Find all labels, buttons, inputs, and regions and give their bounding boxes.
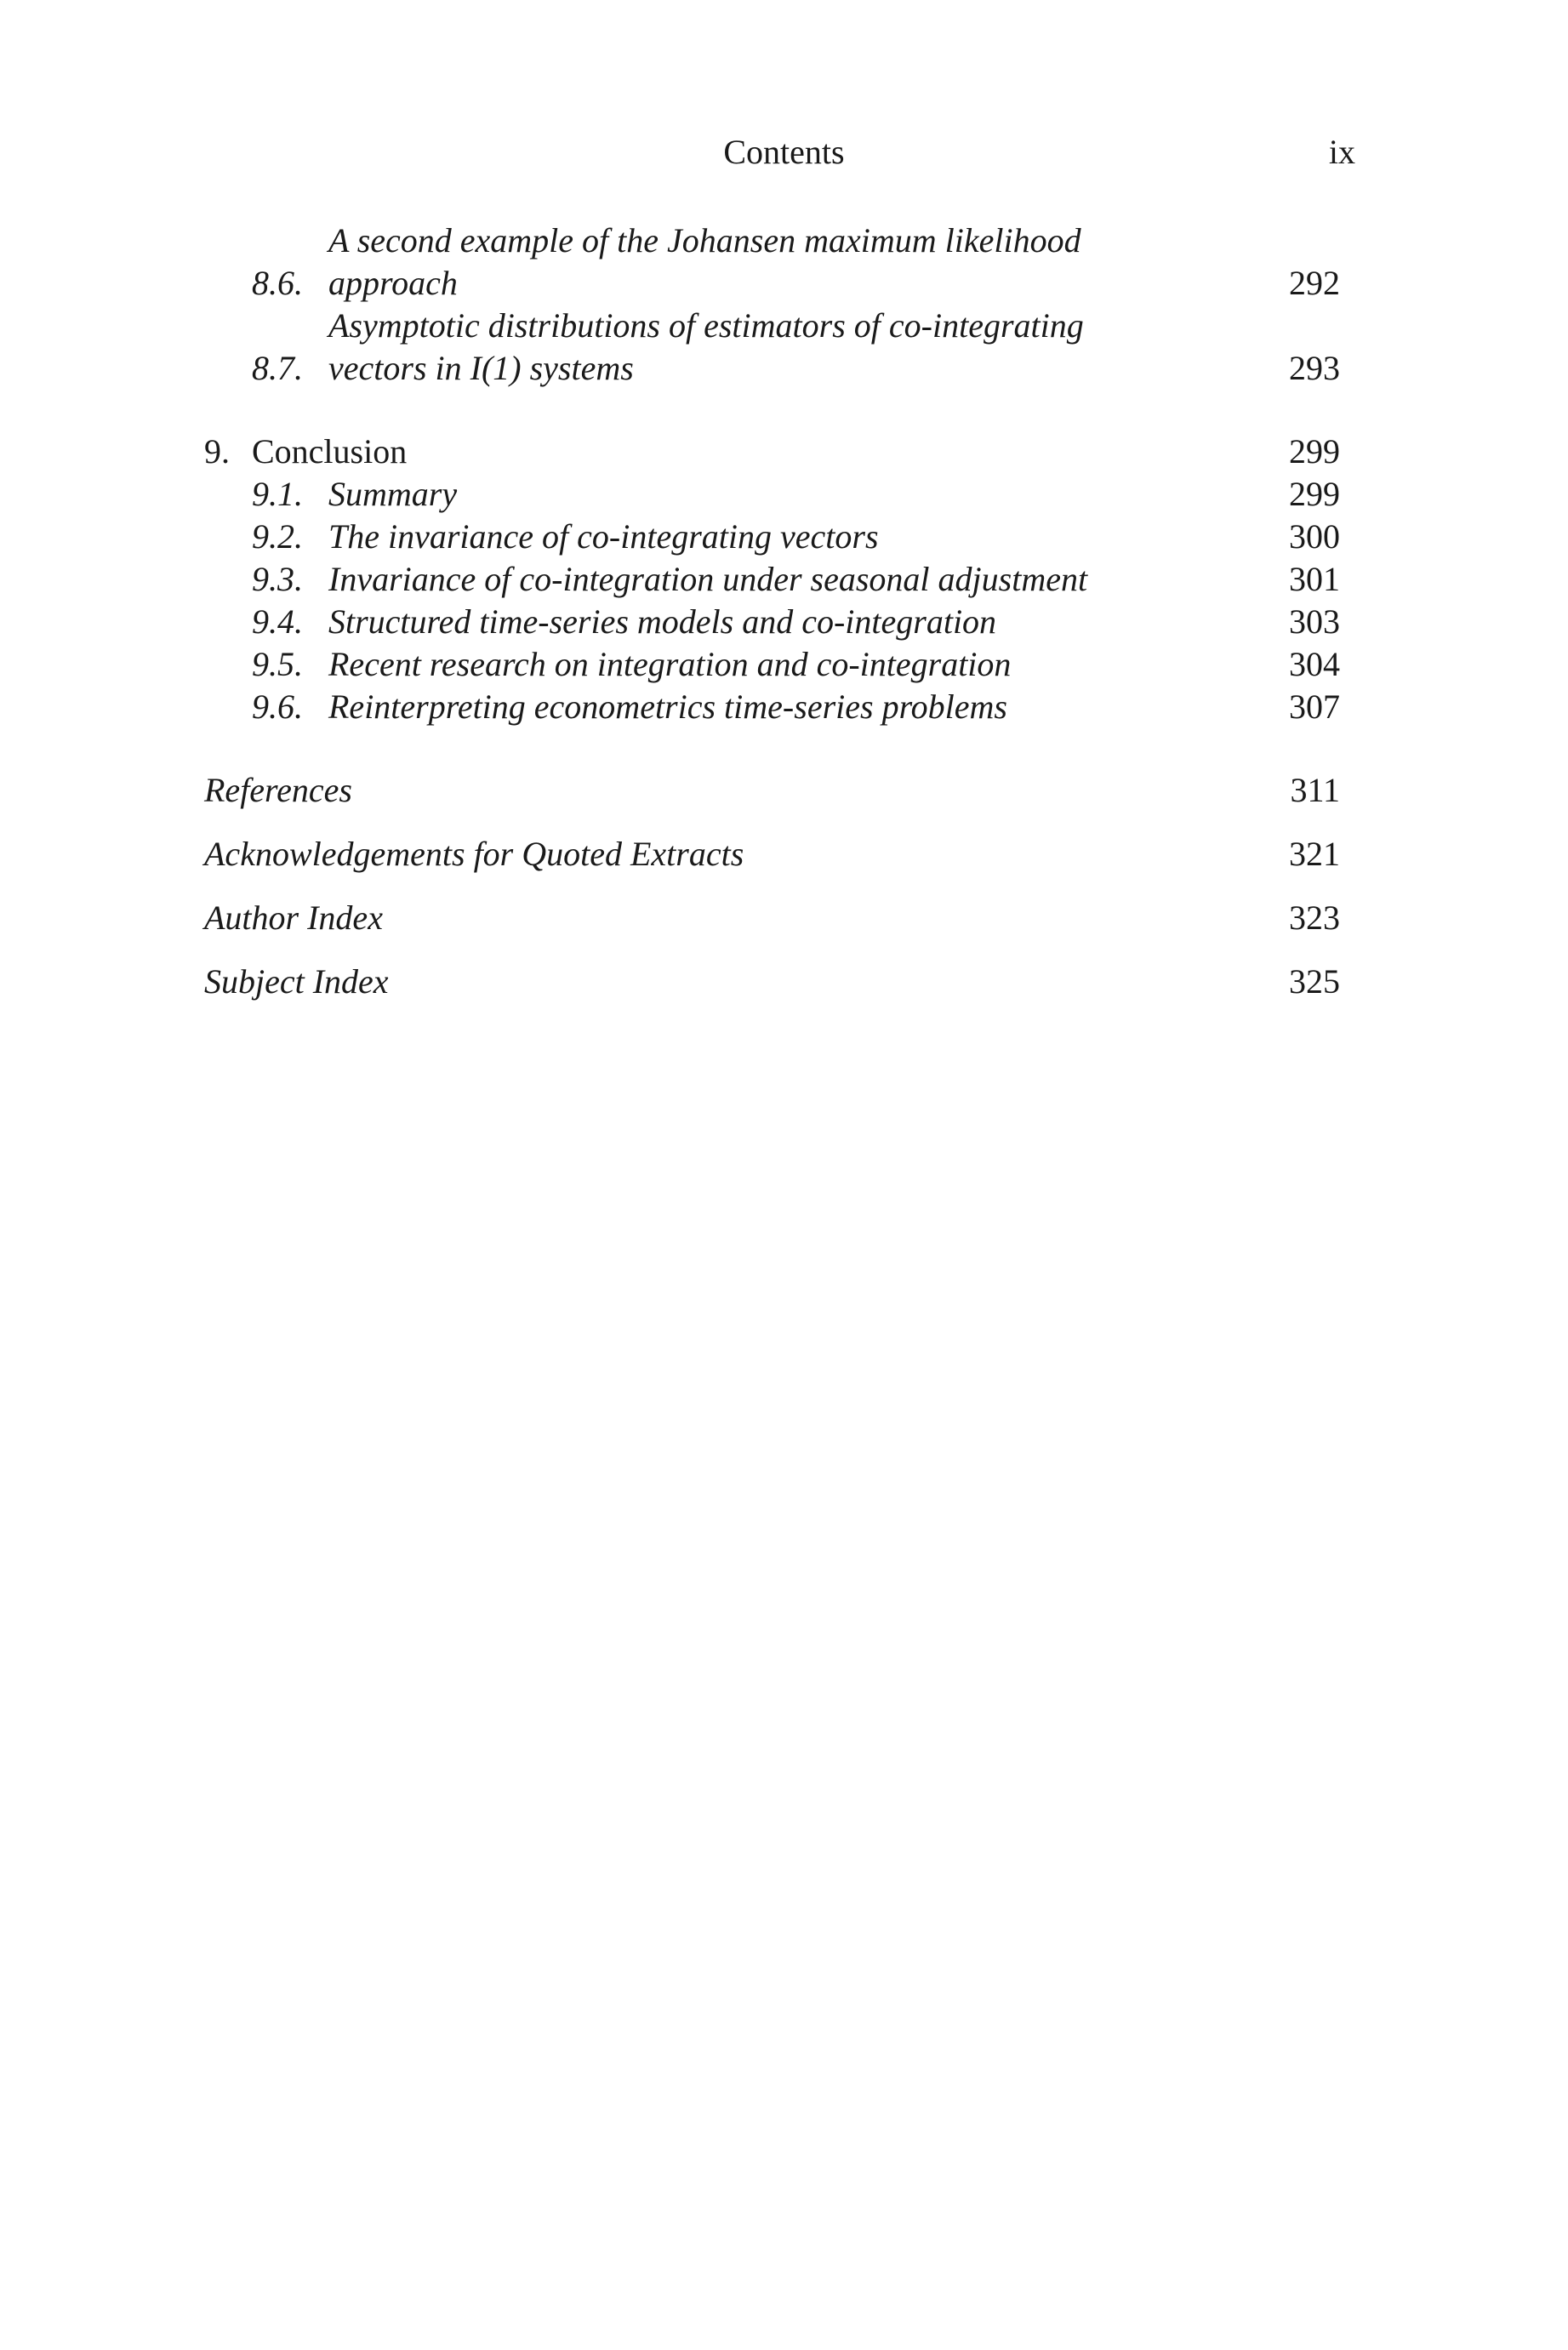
toc-chapter-title: Conclusion (252, 432, 408, 471)
toc-chapter-number: 9. (204, 432, 230, 471)
spacer (204, 939, 1340, 961)
toc-entry-title: Recent research on integration and co-integration (328, 645, 1012, 683)
toc-entry-page: 307 (1289, 687, 1340, 726)
page-header (0, 132, 1568, 180)
toc-entry-number: 8.6. (252, 264, 303, 302)
toc-entry-title-line1: Asymptotic distributions of estimators of co-integrating (328, 306, 1084, 345)
toc-entry-page: 301 (1289, 560, 1340, 598)
toc-back-acknowledgements[interactable] (204, 833, 1340, 876)
toc-entry-page: 293 (1289, 349, 1340, 387)
toc-entry-9-2[interactable] (204, 516, 1340, 558)
toc-entry-title-line1: A second example of the Johansen maximum likelihood (328, 221, 1081, 260)
toc-entry-title-line2: approach (328, 264, 458, 302)
toc-entry-number: 9.2. (252, 517, 303, 556)
toc-entry-number: 9.3. (252, 560, 303, 598)
toc-chapter-9[interactable] (204, 431, 1340, 473)
toc-entry-page: 299 (1289, 475, 1340, 513)
toc-entry-page: 292 (1289, 264, 1340, 302)
toc-entry-9-3[interactable] (204, 558, 1340, 601)
toc-entry-8-6[interactable] (204, 220, 1340, 305)
running-title: Contents (723, 133, 845, 171)
toc-back-page: 325 (1289, 962, 1340, 1001)
toc-entry-title: Summary (328, 475, 458, 513)
toc-entry-title (328, 305, 1272, 390)
toc-back-title: Subject Index (204, 962, 389, 1001)
toc-entry-title: Invariance of co-integration under seasonal adjustment (328, 560, 1088, 598)
toc-back-page: 311 (1290, 771, 1340, 809)
toc-back-page: 321 (1289, 835, 1340, 873)
spacer (204, 812, 1340, 833)
toc-entry-9-1[interactable] (204, 473, 1340, 516)
toc-entry-number: 9.4. (252, 602, 303, 641)
toc-entry-number: 8.7. (252, 349, 303, 387)
toc-entry-9-6[interactable] (204, 686, 1340, 728)
toc-entry-8-7[interactable] (204, 305, 1340, 390)
toc-entry-number: 9.6. (252, 687, 303, 726)
spacer (204, 390, 1340, 431)
toc-back-title: References (204, 771, 352, 809)
toc-back-subject-index[interactable] (204, 961, 1340, 1003)
toc-back-author-index[interactable] (204, 897, 1340, 939)
toc-entry-title (328, 220, 1272, 305)
toc-back-title: Acknowledgements for Quoted Extracts (204, 835, 744, 873)
toc-entry-page: 304 (1289, 645, 1340, 683)
toc-entry-page: 303 (1289, 602, 1340, 641)
toc-entry-title: The invariance of co-integrating vectors (328, 517, 879, 556)
toc-entry-number: 9.1. (252, 475, 303, 513)
toc-entry-title-line2: vectors in I(1) systems (328, 349, 634, 387)
toc-entry-9-4[interactable] (204, 601, 1340, 643)
table-of-contents (204, 220, 1340, 1003)
toc-entry-title: Reinterpreting econometrics time-series problems (328, 687, 1007, 726)
page-number: ix (1328, 133, 1355, 171)
spacer (204, 876, 1340, 897)
toc-back-page: 323 (1289, 898, 1340, 937)
toc-entry-page: 300 (1289, 517, 1340, 556)
toc-back-title: Author Index (204, 898, 383, 937)
toc-entry-9-5[interactable] (204, 643, 1340, 686)
toc-chapter-page: 299 (1289, 432, 1340, 471)
toc-entry-number: 9.5. (252, 645, 303, 683)
toc-back-references[interactable] (204, 769, 1340, 812)
toc-entry-title: Structured time-series models and co-integration (328, 602, 997, 641)
spacer (204, 728, 1340, 769)
